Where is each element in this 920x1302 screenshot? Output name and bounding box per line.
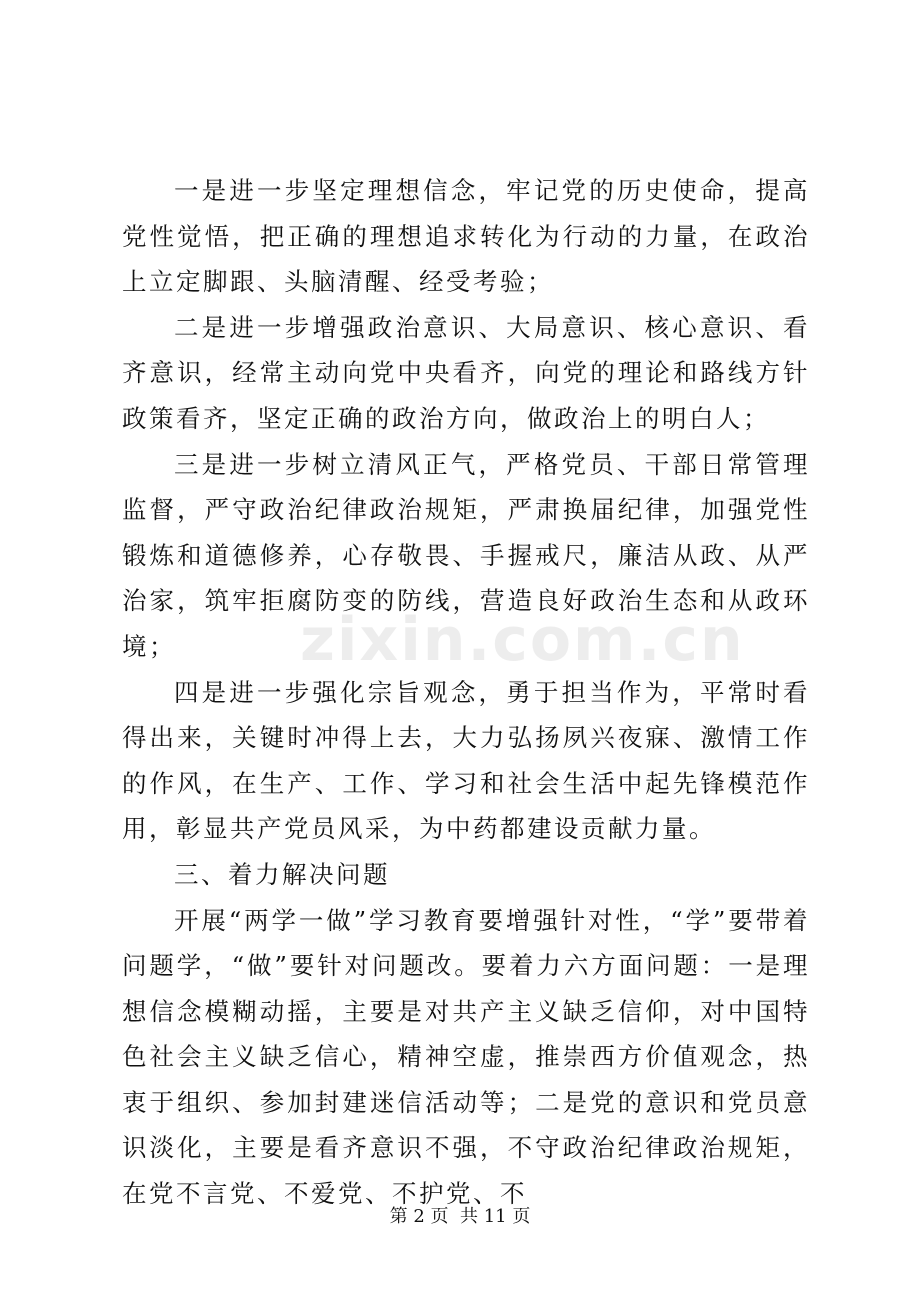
watermark: zixin.com.cn	[300, 605, 745, 675]
section-heading: 三、着力解决问题	[174, 859, 390, 889]
document-body	[122, 168, 810, 1217]
paragraph: 一是进一步坚定理想信念，牢记党的历史使命，提高党性觉悟，把正确的理想追求转化为行动的力量，在政治上立定脚跟、头脑清醒、经受考验；	[122, 176, 810, 297]
paragraph: 二是进一步增强政治意识、大局意识、核心意识、看齐意识，经常主动向党中央看齐，向党的理论和路线方针政策看齐，坚定正确的政治方向，做政治上的明白人；	[122, 312, 810, 433]
page-number-footer: 第 2 页 共 11 页	[389, 1206, 531, 1227]
paragraph: 四是进一步强化宗旨观念，勇于担当作为，平常时看得出来，关键时冲得上去，大力弘扬夙兴夜寐、激情工作的作风，在生产、工作、学习和社会生活中起先锋模范作用，彰显共产党员风采，为中药都建设贡献力量。	[122, 677, 810, 844]
paragraph: 三是进一步树立清风正气，严格党员、干部日常管理监督，严守政治纪律政治规矩，严肃换届纪律，加强党性锻炼和道德修养，心存敬畏、手握戒尺，廉洁从政、从严治家，筑牢拒腐防变的防线，营造良好政治生态和从政环境；	[122, 449, 810, 661]
paragraph: 开展“两学一做”学习教育要增强针对性，“学”要带着问题学，“做”要针对问题改。要着力六方面问题：一是理想信念模糊动摇，主要是对共产主义缺乏信仰，对中国特色社会主义缺乏信心，精神空虚，推崇西方价值观念，热衷于组织、参加封建迷信活动等；二是党的意识和党员意识淡化，主要是看齐意识不强，不守政治纪律政治规矩，在党不言党、不爱党、不护党、不	[122, 905, 810, 1209]
